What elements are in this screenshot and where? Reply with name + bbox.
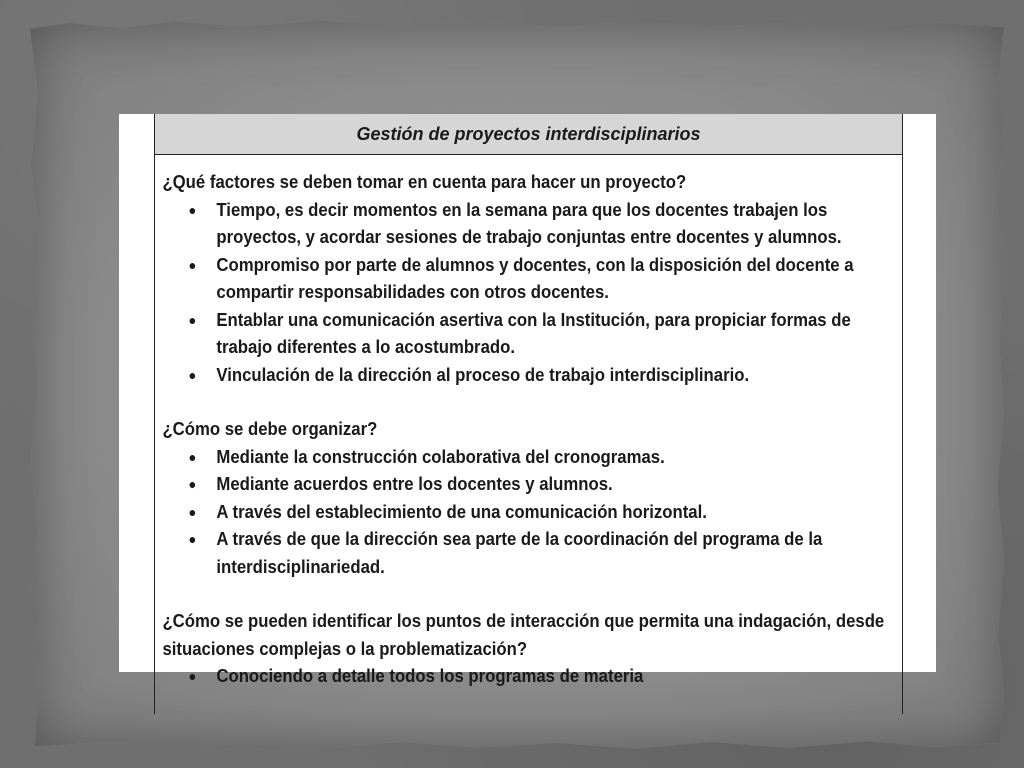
list-item: ● A través del establecimiento de una comunicación horizontal. [216,499,897,527]
section-question: ¿Cómo se debe organizar? [162,419,378,439]
list-item: ● Mediante acuerdos entre los docentes y alumnos. [216,471,897,499]
table-header [155,114,902,155]
table-content [155,155,905,718]
document-image [119,114,936,686]
list-item: ● Tiempo, es decir momentos en la semana para que los docentes trabajen los proyectos, y acordar sesiones de trabajo conjuntas entre docentes y alumnos. [216,197,897,252]
list-item: ● Vinculación de la dirección al proceso de trabajo interdisciplinario. [216,362,897,390]
section-organize [162,416,897,581]
section-interaction-points [162,608,897,691]
bullet-list [162,444,897,582]
list-item: ● Entablar una comunicación asertiva con la Institución, para propiciar formas de trabajo diferentes a lo acostumbrado. [216,307,897,362]
list-item: ● Mediante la construcción colaborativa del cronogramas. [216,444,897,472]
document-title: Gestión de proyectos interdisciplinarios [356,123,701,144]
section-factors [162,169,897,389]
list-item: ● Conociendo a detalle todos los programas de materia [216,663,897,691]
section-question: ¿Qué factores se deben tomar en cuenta para hacer un proyecto? [162,172,687,192]
table-frame [154,114,903,714]
bullet-list [162,197,897,390]
section-question: ¿Cómo se pueden identificar los puntos de interacción que permita una indagación, desde situaciones complejas o la problematización? [162,611,885,659]
list-item: ● Compromiso por parte de alumnos y docentes, con la disposición del docente a compartir responsabilidades con otros docentes. [216,252,897,307]
list-item: ● A través de que la dirección sea parte de la coordinación del programa de la interdisciplinariedad. [216,526,897,581]
bullet-list [162,663,897,691]
